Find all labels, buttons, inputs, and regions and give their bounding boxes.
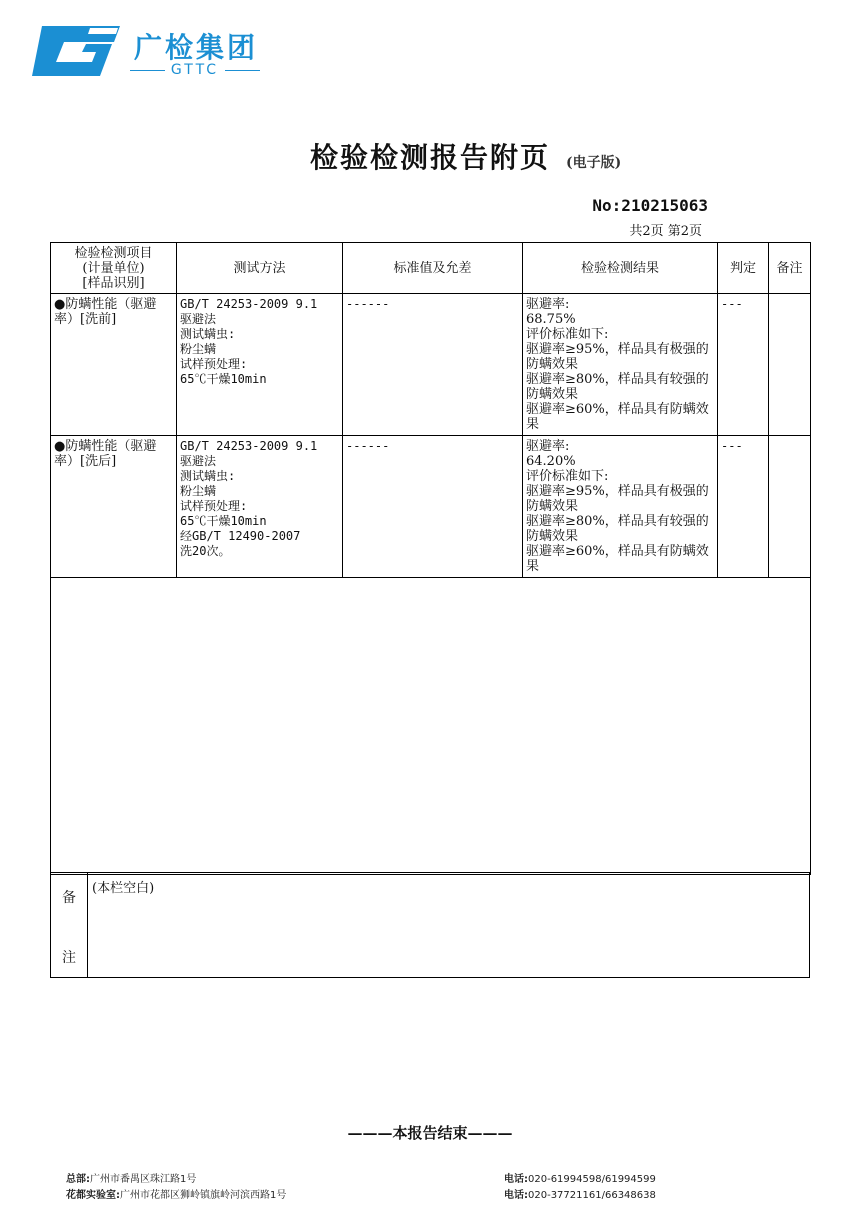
header-result: 检验检测结果 [523, 243, 718, 294]
page-title: 检验检测报告附页 [309, 141, 550, 174]
cell-result [523, 294, 718, 436]
standard-text: ------ [346, 297, 390, 311]
cell-result [523, 436, 718, 578]
remarks-content: (本栏空白) [88, 873, 810, 978]
header-standard: 标准值及允差 [343, 243, 523, 294]
footer-lab [66, 1188, 286, 1204]
header-item-line2: (计量单位) [82, 260, 145, 276]
table-row [51, 294, 811, 436]
logo-line-right [225, 70, 260, 71]
item-text: ●防螨性能（驱避率）[洗后] [54, 439, 157, 469]
logo-name-en: GTTC [170, 62, 220, 78]
remarks-label-char-1: 备 [62, 890, 76, 906]
page-info: 共2页 第2页 [629, 224, 702, 239]
table-row [51, 436, 811, 578]
header-item-line3: [样品识别] [82, 275, 145, 291]
logo-name-cn: 广检集团 [134, 31, 259, 64]
gttc-logo-mark-icon [30, 22, 120, 80]
hq-label: 总部: [66, 1174, 90, 1185]
footer-addresses [66, 1172, 286, 1204]
item-text: ●防螨性能（驱避率）[洗前] [54, 297, 157, 327]
remarks-label [51, 873, 88, 978]
header-judgement: 判定 [718, 243, 769, 294]
remarks-box [50, 872, 810, 978]
header-remark: 备注 [769, 243, 811, 294]
logo-line-left [130, 70, 165, 71]
phone-label-1: 电话: [504, 1174, 528, 1185]
cell-remark [769, 436, 811, 578]
footer-phones [504, 1172, 656, 1204]
judgement-text: --- [721, 297, 743, 311]
cell-standard [343, 436, 523, 578]
phone-label-2: 电话: [504, 1190, 528, 1201]
lab-address: 广州市花都区狮岭镇旗岭河滨西路1号 [120, 1190, 287, 1201]
cell-standard [343, 294, 523, 436]
header-item-line1: 检验检测项目 [74, 245, 153, 261]
results-table [50, 242, 811, 875]
standard-text: ------ [346, 439, 390, 453]
phone-number-1: 020-61994598/61994599 [528, 1174, 656, 1185]
footer-hq [66, 1172, 286, 1188]
method-text: GB/T 24253-2009 9.1 驱避法 测试螨虫: 粉尘螨 试样预处理: 65℃干燥10min 经GB/T 12490-2007 洗20次。 [180, 439, 318, 558]
judgement-text: --- [721, 439, 743, 453]
cell-method [177, 436, 343, 578]
logo-en-row [130, 62, 260, 78]
cell-judgement [718, 294, 769, 436]
table-header-row [51, 243, 811, 294]
cell-method [177, 294, 343, 436]
phone-number-2: 020-37721161/66348638 [528, 1190, 656, 1201]
cell-item [51, 294, 177, 436]
footer-phone-1 [504, 1172, 656, 1188]
report-number: No:210215063 [592, 196, 708, 215]
header-method: 测试方法 [177, 243, 343, 294]
footer-phone-2 [504, 1188, 656, 1204]
report-end-marker: ———本报告结束——— [347, 1124, 513, 1142]
company-logo [30, 22, 270, 82]
blank-area-row [51, 578, 811, 875]
cell-item [51, 436, 177, 578]
blank-area [51, 578, 811, 875]
result-text: 驱避率: 68.75% 评价标准如下: 驱避率≥95%，样品具有极强的防螨效果 驱避率≥80%，样品具有较强的防螨效果 驱避率≥60%，样品具有防螨效果 [526, 297, 709, 432]
remarks-label-char-2: 注 [62, 950, 76, 966]
header-item [51, 243, 177, 294]
cell-judgement [718, 436, 769, 578]
cell-remark [769, 294, 811, 436]
result-text: 驱避率: 64.20% 评价标准如下: 驱避率≥95%，样品具有极强的防螨效果 驱避率≥80%，样品具有较强的防螨效果 驱避率≥60%，样品具有防螨效果 [526, 439, 709, 574]
hq-address: 广州市番禺区珠江路1号 [90, 1174, 197, 1185]
method-text: GB/T 24253-2009 9.1 驱避法 测试螨虫: 粉尘螨 试样预处理: 65℃干燥10min [180, 297, 318, 386]
lab-label: 花都实验室: [66, 1190, 120, 1201]
title-electronic-version: (电子版) [566, 155, 622, 171]
